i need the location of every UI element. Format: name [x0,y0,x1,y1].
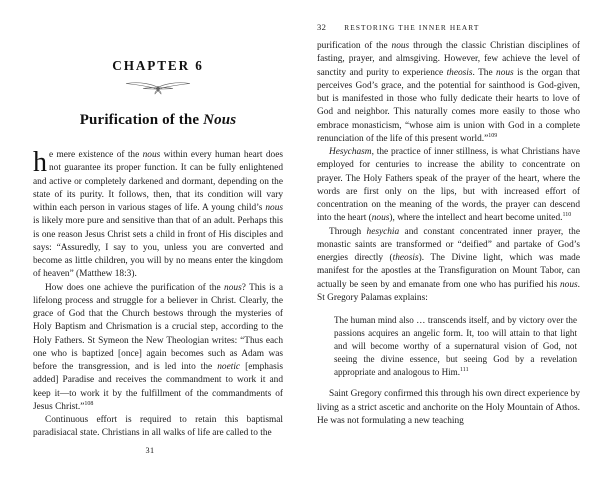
italic-noetic: noetic [217,362,241,372]
paragraph-text-2c: [emphasis added] Paradise and receives the commandment to work it and keep it—to work it by the fulfillment of the commandments of Jesus Christ.” [33,362,283,412]
footnote-marker-108: 108 [84,400,94,407]
right-page [300,0,600,477]
footnote-marker-109: 109 [488,132,498,139]
paragraph-text-1b: within every human heart does not guarantee its proper function. It can be fully enlightened and active or completely darkened and dormant, depending on the state of its purity. It follows, then, that its condition will vary within each person in various stages of life. A young child’s [33,150,283,213]
paragraph-text-r1a: purification of the [317,41,392,51]
italic-nous: nous [560,279,578,290]
paragraph-text-r3b: and constant concentrated inner prayer, the monastic saints are transformed or “deified” and partake of God’s energies directly ( [317,226,581,263]
block-quote-text: The human mind also … transcends itself, and by victory over the passions acquires an angelic form. It, too will attain to that light and will become worthy of a supernatural vision of God, not seeing the divine essence, but seeing God by a revelation appropriate and analogous to Him. [334,315,577,378]
chapter-heading-block [33,58,283,129]
paragraph-text-r2a: , the practice of inner stillness, is what Christians have employed for centuries to increase the ability to concentrate on prayer. The Holy Fathers speak of the prayer of the heart, where the words are first only on the lips, but with increased effort of concentration on the meaning of the words, the prayer can descend into the heart ( [317,147,580,224]
paragraph-text-1a: he mere existence of the [33,147,143,178]
folio-right: 32 [317,22,327,32]
paragraph-opening [33,149,283,282]
chapter-title [33,112,283,129]
paragraph-text-2a: How does one achieve the purification of the [45,282,225,293]
paragraph-text-r3d: . St Gregory Palamas explains: [317,279,580,303]
paragraph-purification-continued [317,40,580,146]
paragraph-continuous-effort: Continuous effort is required to retain this baptismal paradisiacal state. Christians in all walks of life are called to the [33,415,283,439]
italic-theosis: theosis [446,67,473,78]
italic-hesychasm: Hesychasm [329,147,372,157]
italic-hesychia: hesychia [366,226,400,237]
left-column-body [33,149,283,441]
paragraph-text-r1c: . The [472,67,497,78]
paragraph-saint-gregory: Saint Gregory confirmed this through his own direct experience by living as a strict ascetic and anchorite on the Holy Mountain of Athos. He was not formulating a new teaching [317,389,580,426]
paragraph-text-1c: is likely more pure and sensitive than that of an adult. Perhaps this is one reason Jesus Christ sets a child in front of His disciples and says: “Assuredly, I say to you, unless you are converted and become as little children, you will by no means enter the kingdom of heaven” (Matthew 18:3). [33,216,283,280]
right-column-body [317,40,580,428]
italic-nous: nous [391,41,410,51]
italic-nous: nous [496,67,514,78]
block-quote-palamas [317,314,580,379]
italic-nous: nous [142,150,161,160]
footnote-marker-111: 111 [460,367,469,374]
folio-left: 31 [145,446,155,455]
paragraph-hesychasm [317,146,580,226]
italic-nous: nous [265,203,283,213]
chapter-title-plain: Purification of the [79,112,204,128]
italic-nous: nous [224,282,242,293]
paragraph-text-r3c: ). The Divine light, which was made manifest for the apostles at the Transfiguration on Mount Tabor, can actually be seen by and emanate from one who has purified his [317,253,580,290]
italic-nous: nous [371,213,390,224]
paragraph-text-r2b: ), where the intellect and heart become united. [389,213,563,224]
chapter-title-italic-nous: Nous [203,112,237,128]
paragraph-hesychia [317,226,580,306]
chapter-label: CHAPTER 6 [112,58,204,73]
paragraph-text-r1d: is the organ that perceives God’s grace, and the potential for sainthood is God-given, but is manifested in those who fully dedicate their hearts to love of God and neighbor. This naturally comes more easily to those who embrace monasticism, “whose aim is union with God in a complete renunciation of the life of this present world.” [317,67,581,144]
italic-theosis: theosis [392,253,419,263]
running-head [317,22,580,32]
paragraph-text-2b: ? This is a lifelong process and struggle for a believer in Christ. Clearly, the grace of God that the Church bestows through the mysteries of Holy Baptism and Chrismation is a crucial step, according to the Holy Fathers. St Symeon the New Theologian writes: “Thus each one who is baptized [once] again becomes such as Adam was before the transgression, and is led into the [33,282,283,372]
paragraph-text-r1b: through the classic Christian disciplines of fasting, prayer, and almsgiving. However, few achieve the level of sanctity and purity to experience [317,41,581,78]
paragraph-purification [33,282,283,415]
running-head-title: RESTORING THE INNER HEART [344,23,480,32]
paragraph-text-r3a: Through [329,226,367,237]
floral-flourish-ornament [115,81,201,95]
footnote-marker-110: 110 [562,212,572,219]
